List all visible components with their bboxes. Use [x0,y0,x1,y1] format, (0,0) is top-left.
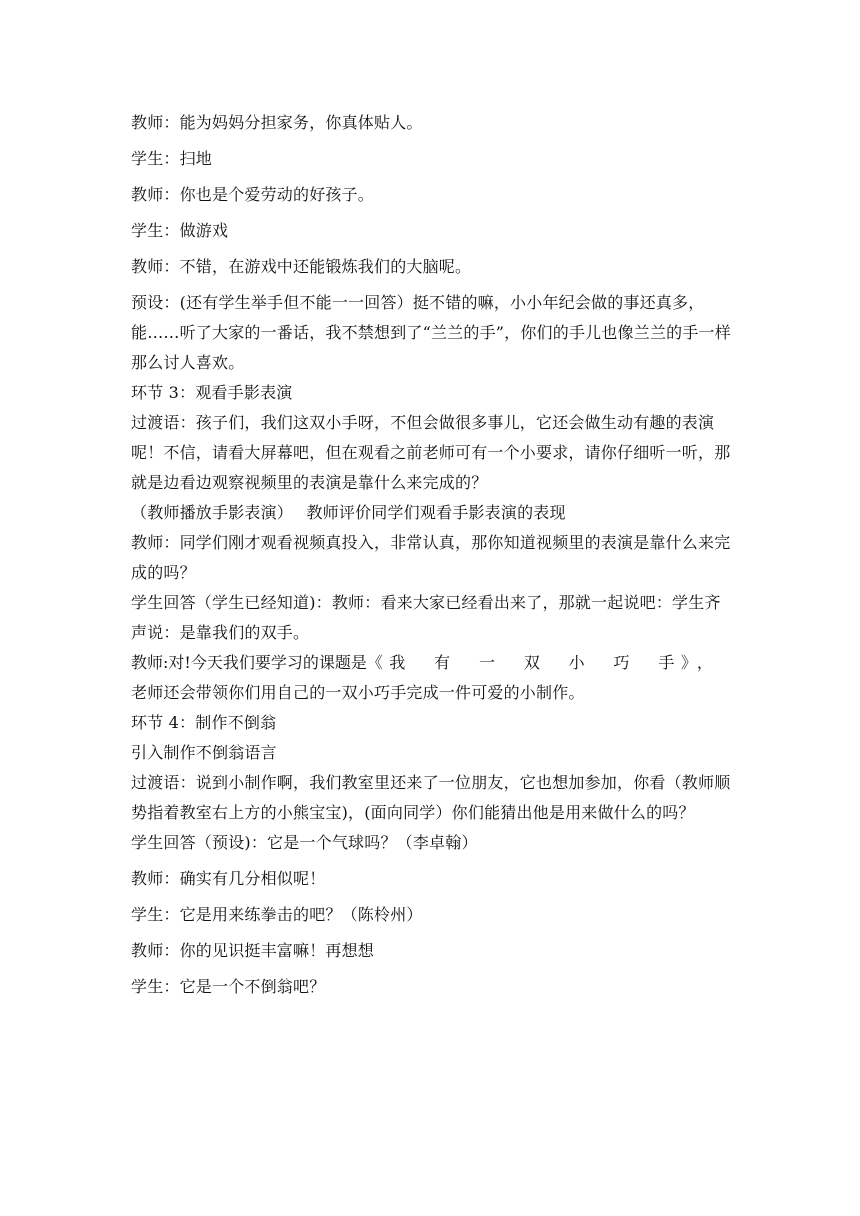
dialogue-line: 学生：它是用来练拳击的吧？（陈柃州） [131,905,423,924]
dialogue-line: 教师：确实有几分相似呢！ [131,869,326,888]
dialogue-line: 教师：你也是个爱劳动的好孩子。 [131,185,375,204]
stage-direction: （教师播放手影表演） 教师评价同学们观看手影表演的表现 [131,503,566,522]
lesson-title-prefix: 教师:对!今天我们要学习的课题是 [131,653,367,672]
dialogue-line: 学生回答（学生已经知道)：教师：看来大家已经看出来了，那就一起说吧：学生齐声说：是靠我们的双手。 [131,593,721,642]
section-heading: 环节 3：观看手影表演 [131,383,293,402]
document-body [131,108,731,1002]
section-subheading: 引入制作不倒翁语言 [131,743,277,762]
dialogue-line: 老师还会带领你们用自己的一双小巧手完成一件可爱的小制作。 [131,683,585,702]
dialogue-line: 教师：同学们刚才观看视频真投入，非常认真，那你知道视频里的表演是靠什么来完成的吗？ [131,533,731,582]
dialogue-line: 学生回答（预设)：它是一个气球吗？（李卓翰） [131,833,478,852]
dialogue-line: 教师：不错，在游戏中还能锻炼我们的大脑呢。 [131,257,472,276]
dialogue-line: 教师：能为妈妈分担家务，你真体贴人。 [131,113,423,132]
transition-paragraph: 过渡语：孩子们，我们这双小手呀，不但会做很多事儿，它还会做生动有趣的表演呢！不信，请看大屏幕吧，但在观看之前老师可有一个小要求，请你仔细听一听，那就是边看边观察视频里的表演是靠什么来完成的？ [131,413,731,492]
preset-paragraph: 预设：(还有学生举手但不能一一回答）挺不错的嘛，小小年纪会做的事还真多，能……听了大家的一番话，我不禁想到了“兰兰的手”，你们的手儿也像兰兰的手一样那么讨人喜欢。 [131,293,731,372]
section-heading: 环节 4：制作不倒翁 [131,713,277,732]
dialogue-line: 学生：扫地 [131,149,213,168]
lesson-title-line [131,648,731,678]
lesson-title: 《我 有 一 双 小 巧 手》 [366,653,697,672]
lesson-title-suffix: ， [696,653,713,672]
dialogue-line: 学生：做游戏 [131,221,229,240]
dialogue-line: 学生：它是一个不倒翁吧？ [131,977,326,996]
transition-paragraph: 过渡语：说到小制作啊，我们教室里还来了一位朋友，它也想加参加，你看（教师顺势指着教室右上方的小熊宝宝)，(面向同学）你们能猜出他是用来做什么的吗？ [131,773,731,822]
dialogue-line: 教师：你的见识挺丰富嘛！再想想 [131,941,375,960]
